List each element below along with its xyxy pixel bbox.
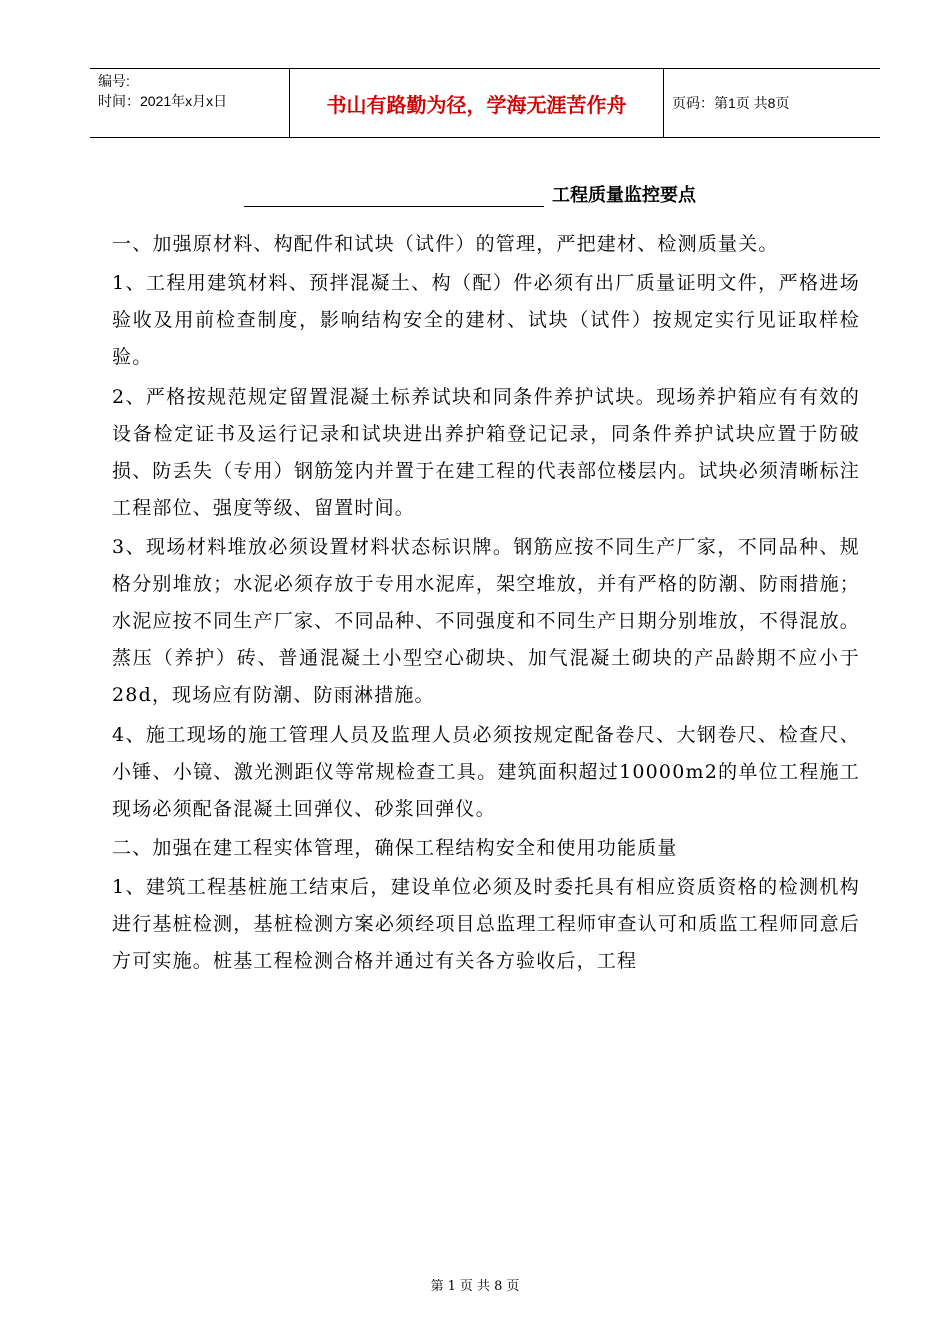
paragraph-1-3: 3、现场材料堆放必须设置材料状态标识牌。钢筋应按不同生产厂家，不同品种、规格分别堆放；水泥必须存放于专用水泥库，架空堆放，并有严格的防潮、防雨措施；水泥应按不同生产厂家、不同品种、不同强度和不同生产日期分别堆放，不得混放。蒸压（养护）砖、普通混凝土小型空心砌块、加气混凝土砌块的产品龄期不应小于28d，现场应有防潮、防雨淋措施。 [112, 536, 860, 707]
page-footer [0, 1275, 950, 1294]
document-header [90, 68, 880, 138]
title-blank-line [244, 184, 544, 207]
paragraph-1-1: 1、工程用建筑材料、预拌混凝土、构（配）件必须有出厂质量证明文件，严格进场验收及用前检查制度，影响结构安全的建材、试块（试件）按规定实行见证取样检验。 [112, 272, 860, 369]
section-heading-1: 一、加强原材料、构配件和试块（试件）的管理，严把建材、检测质量关。 [112, 233, 779, 255]
title-row [244, 184, 696, 207]
code-label: 编号: [98, 73, 130, 89]
document-title: 工程质量监控要点 [552, 185, 696, 206]
header-motto: 书山有路勤为径，学海无涯苦作舟 [290, 69, 664, 137]
footer-suffix: 页 [506, 1279, 520, 1294]
header-page-info: 页码：第1页 共8页 [672, 95, 790, 111]
header-meta-cell [90, 69, 290, 137]
time-label: 时间：2021年x月x日 [98, 93, 228, 109]
footer-page-number: 1 [447, 1279, 456, 1294]
footer-mid: 页 共 [459, 1279, 491, 1294]
paragraph-1-4: 4、施工现场的施工管理人员及监理人员必须按规定配备卷尺、大钢卷尺、检查尺、小锤、小镜、激光测距仪等常规检查工具。建筑面积超过10000m2的单位工程施工现场必须配备混凝土回弹仪、砂浆回弹仪。 [112, 723, 860, 820]
paragraph-1-2: 2、严格按规范规定留置混凝土标养试块和同条件养护试块。现场养护箱应有有效的设备检定证书及运行记录和试块进出养护箱登记记录，同条件养护试块应置于防破损、防丢失（专用）钢筋笼内并置于在建工程的代表部位楼层内。试块必须清晰标注工程部位、强度等级、留置时间。 [112, 385, 860, 519]
document-body [112, 226, 860, 983]
footer-total-pages: 8 [494, 1279, 503, 1294]
paragraph-2-1: 1、建筑工程基桩施工结束后，建设单位必须及时委托具有相应资质资格的检测机构进行基桩检测，基桩检测方案必须经项目总监理工程师审查认可和质监工程师同意后方可实施。桩基工程检测合格并通过有关各方验收后，工程 [112, 876, 860, 973]
footer-prefix: 第 [430, 1279, 444, 1294]
section-heading-2: 二、加强在建工程实体管理，确保工程结构安全和使用功能质量 [112, 836, 678, 859]
